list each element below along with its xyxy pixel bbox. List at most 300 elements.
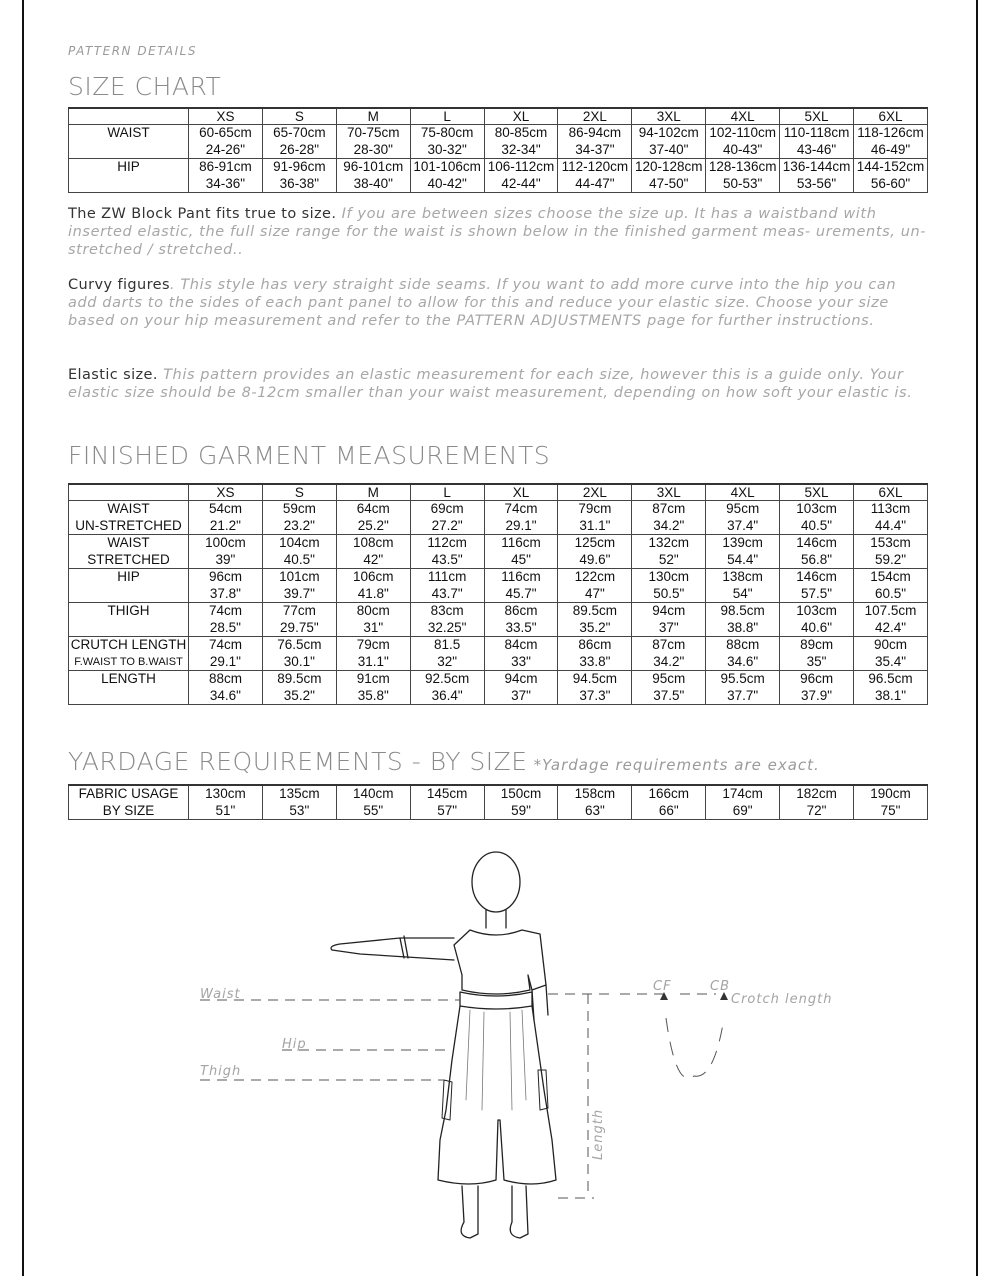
size-chart-header-blank xyxy=(69,108,189,125)
finished-cell-in: 35.2" xyxy=(579,619,611,635)
finished-cell xyxy=(189,603,263,637)
finished-cell-cm: 153cm xyxy=(870,535,911,550)
size-chart-cell xyxy=(706,159,780,193)
size-chart-size-header: XL xyxy=(484,108,558,125)
finished-cell-cm: 95.5cm xyxy=(720,671,765,686)
finished-cell-in: 60.5" xyxy=(874,585,907,601)
yardage-cell-cm: 135cm xyxy=(279,786,320,801)
finished-cell-cm: 89cm xyxy=(800,637,834,652)
finished-cell-cm: 112cm xyxy=(427,535,467,550)
size-chart-cell-in: 47-50" xyxy=(649,175,689,191)
yardage-cell-cm: 190cm xyxy=(870,786,911,801)
row-label-text: FABRIC USAGE xyxy=(78,786,179,801)
finished-cell xyxy=(410,569,484,603)
yardage-cell xyxy=(262,785,336,820)
yardage-cell-in: 53" xyxy=(289,802,310,818)
page-frame-right xyxy=(976,0,978,1276)
finished-cell-in: 29.1" xyxy=(209,653,241,669)
size-chart-row-label xyxy=(69,125,189,159)
finished-cell-in: 37.7" xyxy=(727,687,759,703)
size-chart-cell xyxy=(410,159,484,193)
finished-cell-in: 41.8" xyxy=(357,585,389,601)
finished-cell xyxy=(780,535,854,569)
finished-cell-cm: 80cm xyxy=(356,603,390,618)
finished-cell-cm: 146cm xyxy=(796,535,837,550)
size-chart-cell-cm: 91-96cm xyxy=(273,159,326,174)
size-chart-cell-cm: 70-75cm xyxy=(346,125,400,140)
finished-row xyxy=(69,501,928,535)
note-elastic-body: This pattern provides an elastic measurement for each size, however this is a guide only. Your elastic size should be 8-12cm smaller than your waist measurement, depending on how soft your elastic is. xyxy=(68,367,913,401)
size-chart-cell-cm: 136-144cm xyxy=(782,159,851,174)
finished-cell xyxy=(189,501,263,535)
finished-cell-cm: 104cm xyxy=(279,535,320,550)
finished-cell-cm: 132cm xyxy=(648,535,690,550)
finished-cell-in: 35.8" xyxy=(357,687,389,703)
finished-cell xyxy=(410,535,484,569)
finished-cell xyxy=(336,535,410,569)
finished-size-header: M xyxy=(336,484,410,501)
finished-cell-cm: 95cm xyxy=(652,671,686,686)
finished-cell xyxy=(189,535,263,569)
yardage-cell-cm: 140cm xyxy=(352,786,394,801)
size-chart-cell xyxy=(189,125,263,159)
finished-cell xyxy=(262,603,336,637)
finished-cell-in: 45" xyxy=(511,551,531,567)
finished-cell-cm: 96cm xyxy=(800,671,834,686)
finished-cell-in: 31.1" xyxy=(579,517,611,533)
finished-cell-in: 43.7" xyxy=(431,585,463,601)
note-curvy-lead: Curvy figures xyxy=(68,277,170,293)
finished-cell-in: 29.1" xyxy=(505,517,537,533)
finished-cell xyxy=(262,535,336,569)
finished-cell-cm: 86cm xyxy=(578,637,612,652)
finished-cell xyxy=(632,535,706,569)
finished-cell-in: 31.1" xyxy=(357,653,389,669)
size-chart-cell xyxy=(780,125,854,159)
finished-cell xyxy=(336,501,410,535)
finished-cell xyxy=(484,535,558,569)
row-label-text: HIP xyxy=(117,569,140,584)
finished-cell-cm: 59cm xyxy=(282,501,316,516)
finished-row xyxy=(69,535,928,569)
finished-size-header: 5XL xyxy=(780,484,854,501)
note-fit-lead: The ZW Block Pant fits true to size. xyxy=(68,206,337,222)
yardage-cell-cm: 145cm xyxy=(426,786,468,801)
yardage-title-text: YARDAGE REQUIREMENTS - BY SIZE xyxy=(68,747,528,776)
yardage-cell-in: 55" xyxy=(363,802,384,818)
finished-cell-in: 33.8" xyxy=(579,653,611,669)
finished-cell-in: 40.5" xyxy=(283,551,315,567)
finished-cell xyxy=(632,671,706,705)
size-chart-cell-in: 44-47" xyxy=(575,175,615,191)
finished-size-header: 3XL xyxy=(632,484,706,501)
label-cf: CF xyxy=(653,979,672,994)
finished-cell xyxy=(336,603,410,637)
size-chart-cell-in: 34-36" xyxy=(205,175,246,191)
size-chart-cell-cm: 60-65cm xyxy=(199,125,252,140)
finished-cell-cm: 96cm xyxy=(208,569,242,584)
size-chart-size-header: XS xyxy=(189,108,263,125)
finished-cell xyxy=(558,535,632,569)
finished-cell-in: 40.6" xyxy=(801,619,833,635)
finished-title: FINISHED GARMENT MEASUREMENTS xyxy=(68,441,551,470)
size-chart-cell-in: 36-38" xyxy=(279,175,319,191)
finished-cell xyxy=(410,501,484,535)
note-fit-body: If you are between sizes choose the size up. It has a waistband with inserted elastic, the full size range for the waist is shown below in the finished garment meas- urements, un-stretched / stretched.. xyxy=(68,206,927,258)
size-chart-cell-in: 30-32" xyxy=(427,141,467,157)
size-chart-cell-in: 42-44" xyxy=(501,175,541,191)
finished-cell xyxy=(410,603,484,637)
finished-cell xyxy=(262,501,336,535)
finished-cell-in: 25.2" xyxy=(357,517,389,533)
label-cb: CB xyxy=(710,979,730,994)
size-chart-cell xyxy=(262,125,336,159)
size-chart-cell-in: 56-60" xyxy=(870,175,911,191)
finished-cell-cm: 76.5cm xyxy=(277,637,322,652)
yardage-cell-in: 72" xyxy=(806,802,827,818)
size-chart-cell-in: 28-30" xyxy=(353,141,393,157)
finished-cell-cm: 86cm xyxy=(504,603,538,618)
finished-cell-cm: 90cm xyxy=(874,637,908,652)
finished-cell-in: 33.5" xyxy=(505,619,537,635)
finished-cell xyxy=(558,603,632,637)
row-label-sub: BY SIZE xyxy=(102,802,155,818)
yardage-cell xyxy=(558,785,632,820)
finished-cell-cm: 79cm xyxy=(578,501,612,516)
label-hip: Hip xyxy=(282,1037,307,1052)
yardage-cell-in: 63" xyxy=(584,802,605,818)
finished-cell-in: 35.2" xyxy=(283,687,315,703)
finished-cell xyxy=(484,637,558,671)
size-chart-size-header: 3XL xyxy=(632,108,706,125)
finished-cell xyxy=(484,569,558,603)
page-frame-left xyxy=(22,0,24,1276)
finished-cell xyxy=(558,637,632,671)
finished-size-header: XL xyxy=(484,484,558,501)
finished-cell xyxy=(410,637,484,671)
finished-cell-cm: 116cm xyxy=(501,535,541,550)
size-chart-cell xyxy=(706,125,780,159)
finished-cell-in: 56.8" xyxy=(801,551,833,567)
size-chart-cell-cm: 144-152cm xyxy=(856,159,925,174)
finished-cell xyxy=(484,671,558,705)
finished-cell-in: 42.4" xyxy=(874,619,907,635)
finished-cell xyxy=(189,671,263,705)
finished-cell xyxy=(854,501,928,535)
finished-cell-cm: 69cm xyxy=(430,501,464,516)
yardage-cell-cm: 182cm xyxy=(796,786,837,801)
finished-cell-in: 34.2" xyxy=(653,653,685,669)
figure-foot-right xyxy=(510,1186,528,1238)
finished-measurements-table xyxy=(68,483,928,705)
finished-cell-cm: 108cm xyxy=(352,535,394,550)
finished-row-label xyxy=(69,569,189,603)
finished-cell-cm: 74cm xyxy=(208,603,242,618)
finished-cell-in: 39" xyxy=(215,551,236,567)
finished-row xyxy=(69,671,928,705)
finished-cell-in: 34.2" xyxy=(653,517,685,533)
row-label-text: LENGTH xyxy=(101,671,156,686)
finished-cell xyxy=(336,637,410,671)
label-crotch-length: Crotch length xyxy=(731,992,833,1007)
finished-cell xyxy=(632,569,706,603)
finished-cell-in: 38.1" xyxy=(874,687,907,703)
note-curvy xyxy=(68,276,930,330)
finished-cell-in: 45.7" xyxy=(505,585,537,601)
finished-cell xyxy=(484,603,558,637)
size-chart-cell-cm: 128-136cm xyxy=(708,159,777,174)
yardage-cell xyxy=(336,785,410,820)
finished-cell-in: 57.5" xyxy=(801,585,833,601)
yardage-cell-in: 69" xyxy=(732,802,753,818)
finished-cell xyxy=(410,671,484,705)
size-chart-cell-in: 37-40" xyxy=(649,141,689,157)
figure-shirt xyxy=(454,930,546,994)
row-label-sub: F.WAIST TO B.WAIST xyxy=(74,655,183,668)
size-chart-cell-cm: 86-94cm xyxy=(568,125,622,140)
finished-cell-in: 37.5" xyxy=(653,687,685,703)
size-chart-cell xyxy=(189,159,263,193)
finished-row xyxy=(69,569,928,603)
size-chart-cell-cm: 96-101cm xyxy=(343,159,404,174)
finished-cell-cm: 88cm xyxy=(208,671,242,686)
finished-header-row xyxy=(69,484,928,501)
finished-cell-cm: 87cm xyxy=(652,637,686,652)
finished-cell-in: 33" xyxy=(511,653,531,669)
finished-size-header: 4XL xyxy=(706,484,780,501)
row-label-sub: STRETCHED xyxy=(87,551,170,567)
size-chart-cell-in: 53-56" xyxy=(796,175,837,191)
finished-cell-cm: 74cm xyxy=(504,501,538,516)
yardage-note: *Yardage requirements are exact. xyxy=(533,756,820,774)
finished-cell-cm: 154cm xyxy=(870,569,911,584)
size-chart-cell-in: 26-28" xyxy=(279,141,319,157)
size-chart-cell-cm: 118-126cm xyxy=(857,125,924,140)
finished-cell-cm: 74cm xyxy=(208,637,242,652)
finished-cell-cm: 94cm xyxy=(652,603,686,618)
size-chart-cell-cm: 106-112cm xyxy=(487,159,555,174)
yardage-cell-in: 66" xyxy=(658,802,679,818)
finished-cell xyxy=(706,637,780,671)
yardage-cell-cm: 150cm xyxy=(500,786,542,801)
size-chart-cell-in: 46-49" xyxy=(870,141,911,157)
size-chart-cell xyxy=(336,125,410,159)
label-waist: Waist xyxy=(200,987,241,1002)
figure-illustration xyxy=(190,848,850,1276)
finished-cell xyxy=(854,535,928,569)
size-chart-cell xyxy=(262,159,336,193)
finished-cell-in: 36.4" xyxy=(431,687,463,703)
finished-cell xyxy=(262,569,336,603)
finished-cell xyxy=(189,637,263,671)
yardage-cell-cm: 158cm xyxy=(574,786,616,801)
size-chart-cell xyxy=(484,125,558,159)
finished-cell-in: 50.5" xyxy=(653,585,685,601)
finished-cell-in: 31" xyxy=(363,619,384,635)
finished-cell-in: 43.5" xyxy=(431,551,463,567)
yardage-cell xyxy=(780,785,854,820)
finished-cell xyxy=(706,603,780,637)
note-elastic xyxy=(68,366,930,402)
size-chart-cell xyxy=(632,159,706,193)
size-chart-cell xyxy=(410,125,484,159)
finished-cell-cm: 95cm xyxy=(726,501,760,516)
figure-arm-down xyxy=(532,985,548,1020)
finished-cell-cm: 101cm xyxy=(279,569,320,584)
finished-cell-cm: 107.5cm xyxy=(864,603,917,618)
yardage-cell xyxy=(632,785,706,820)
finished-cell-cm: 64cm xyxy=(356,501,390,516)
finished-row-label xyxy=(69,637,189,671)
size-chart-cell-cm: 101-106cm xyxy=(413,159,481,174)
finished-cell-in: 42" xyxy=(363,551,384,567)
finished-row xyxy=(69,637,928,671)
finished-cell-in: 23.2" xyxy=(283,517,315,533)
finished-cell-cm: 77cm xyxy=(282,603,316,618)
finished-cell-cm: 111cm xyxy=(427,569,467,584)
finished-cell xyxy=(632,637,706,671)
note-elastic-lead: Elastic size. xyxy=(68,367,158,383)
finished-cell-cm: 103cm xyxy=(796,603,837,618)
row-label-spacer xyxy=(69,176,188,193)
finished-cell xyxy=(262,637,336,671)
size-chart-row-label xyxy=(69,159,189,193)
size-chart-cell xyxy=(854,125,928,159)
size-chart-cell-in: 50-53" xyxy=(723,175,763,191)
label-length: Length xyxy=(591,1108,606,1160)
finished-cell-cm: 94cm xyxy=(504,671,538,686)
finished-cell xyxy=(262,671,336,705)
finished-size-header: 2XL xyxy=(558,484,632,501)
row-label-sub xyxy=(69,586,188,603)
size-chart-cell xyxy=(558,125,632,159)
row-label-sub xyxy=(69,620,188,637)
size-chart-cell-cm: 102-110cm xyxy=(709,125,776,140)
finished-cell xyxy=(780,603,854,637)
note-fit xyxy=(68,205,930,259)
finished-cell-in: 40.5" xyxy=(801,517,833,533)
finished-cell-in: 49.6" xyxy=(579,551,611,567)
finished-cell-cm: 84cm xyxy=(504,637,538,652)
yardage-cell-in: 51" xyxy=(215,802,236,818)
finished-row-label xyxy=(69,501,189,535)
size-chart-cell xyxy=(854,159,928,193)
finished-cell-cm: 130cm xyxy=(648,569,690,584)
finished-cell-cm: 92.5cm xyxy=(424,671,470,686)
finished-cell-cm: 125cm xyxy=(574,535,616,550)
finished-cell xyxy=(706,671,780,705)
finished-cell-cm: 89.5cm xyxy=(277,671,322,686)
finished-cell xyxy=(780,501,854,535)
section-eyebrow: PATTERN DETAILS xyxy=(68,44,197,58)
finished-cell-cm: 146cm xyxy=(796,569,837,584)
figure-pants xyxy=(438,1006,556,1184)
size-chart-cell xyxy=(780,159,854,193)
finished-cell-in: 37.4" xyxy=(727,517,759,533)
finished-cell-in: 39.7" xyxy=(283,585,315,601)
yardage-cell-in: 59" xyxy=(511,802,531,818)
label-thigh: Thigh xyxy=(200,1064,242,1079)
finished-cell-in: 54" xyxy=(732,585,753,601)
row-label-text: WAIST xyxy=(107,501,150,516)
finished-cell-cm: 139cm xyxy=(722,535,763,550)
finished-cell-in: 35" xyxy=(806,653,827,669)
size-chart-row xyxy=(69,125,928,159)
finished-cell xyxy=(189,569,263,603)
size-chart-cell-cm: 120-128cm xyxy=(635,159,703,174)
finished-cell xyxy=(854,637,928,671)
finished-cell-cm: 98.5cm xyxy=(720,603,765,618)
finished-cell-in: 37.9" xyxy=(801,687,833,703)
figure-sleeve xyxy=(400,936,408,958)
finished-cell xyxy=(854,569,928,603)
row-label-spacer xyxy=(69,142,188,159)
yardage-cell-cm: 130cm xyxy=(205,786,246,801)
size-chart-cell-cm: 65-70cm xyxy=(273,125,326,140)
size-chart-size-header: M xyxy=(336,108,410,125)
row-label-text: HIP xyxy=(117,159,140,174)
figure-head xyxy=(472,852,520,912)
size-chart-cell-in: 40-42" xyxy=(427,175,467,191)
finished-cell xyxy=(780,671,854,705)
yardage-cell xyxy=(410,785,484,820)
yardage-cell-in: 57" xyxy=(437,802,458,818)
finished-cell xyxy=(632,501,706,535)
row-label-sub xyxy=(69,688,188,705)
size-chart-size-header: 6XL xyxy=(854,108,928,125)
size-chart-cell-cm: 94-102cm xyxy=(638,125,699,140)
row-label-text: THIGH xyxy=(107,603,150,618)
finished-cell-in: 54.4" xyxy=(727,551,759,567)
finished-cell-cm: 91cm xyxy=(356,671,390,686)
finished-cell xyxy=(632,603,706,637)
finished-cell-in: 32.25" xyxy=(427,619,467,635)
finished-cell-cm: 87cm xyxy=(652,501,686,516)
finished-cell-cm: 138cm xyxy=(722,569,763,584)
finished-row-label xyxy=(69,535,189,569)
finished-cell-cm: 106cm xyxy=(352,569,394,584)
finished-cell-cm: 103cm xyxy=(796,501,837,516)
finished-cell xyxy=(706,535,780,569)
finished-cell xyxy=(558,501,632,535)
size-chart-title: SIZE CHART xyxy=(68,72,222,101)
finished-cell-in: 35.4" xyxy=(874,653,907,669)
finished-header-blank xyxy=(69,484,189,501)
yardage-row-label xyxy=(69,785,189,820)
finished-cell-in: 37" xyxy=(511,687,531,703)
yardage-cell xyxy=(706,785,780,820)
finished-cell xyxy=(484,501,558,535)
size-chart-cell-in: 40-43" xyxy=(723,141,763,157)
size-chart-cell xyxy=(632,125,706,159)
finished-cell xyxy=(336,569,410,603)
figure-foot-left xyxy=(461,1186,478,1238)
finished-size-header: L xyxy=(410,484,484,501)
size-chart-header-row xyxy=(69,108,928,125)
finished-size-header: XS xyxy=(189,484,263,501)
yardage-cell xyxy=(854,785,928,820)
size-chart-size-header: 2XL xyxy=(558,108,632,125)
finished-cell-in: 34.6" xyxy=(727,653,759,669)
size-chart-cell xyxy=(558,159,632,193)
yardage-cell-in: 75" xyxy=(880,802,901,818)
size-chart-cell xyxy=(484,159,558,193)
finished-cell-in: 47" xyxy=(584,585,605,601)
finished-cell xyxy=(854,671,928,705)
finished-cell-in: 37" xyxy=(658,619,679,635)
size-chart-cell-in: 32-34" xyxy=(501,141,541,157)
finished-cell xyxy=(336,671,410,705)
